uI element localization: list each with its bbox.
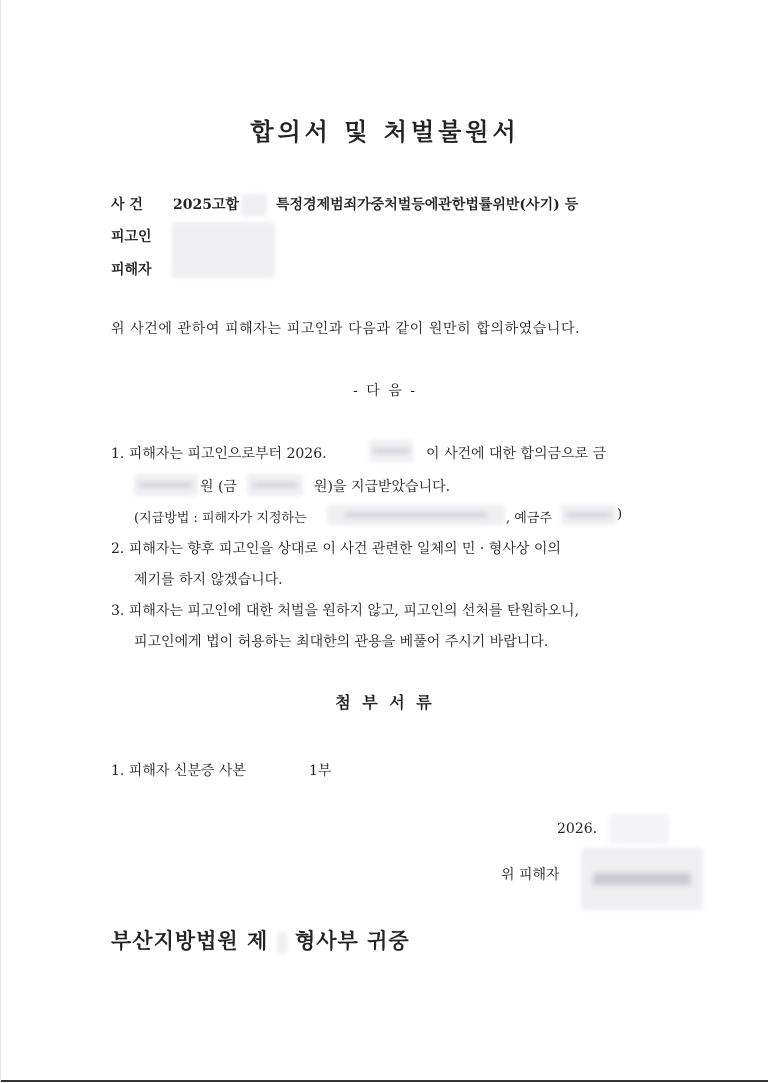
redacted-amount-digits	[134, 474, 198, 496]
item-1-account-holder-label: , 예금주	[506, 511, 552, 526]
item-1-part-c: 원 (금	[200, 479, 237, 495]
page-bottom-border	[1, 1080, 768, 1082]
item-2-line-2: 제기를 하지 않겠습니다.	[134, 572, 283, 588]
item-1-close-paren: )	[617, 507, 623, 522]
redacted-amount-words	[247, 474, 303, 496]
item-3-line-1: 3. 피해자는 피고인에 대한 처벌을 원하지 않고, 피고인의 선처를 탄원하오니,	[111, 603, 580, 619]
redacted-signing-date	[609, 814, 669, 844]
case-name: 특정경제범죄가중처벌등에관한법률위반(사기) 등	[276, 197, 579, 213]
item-1-payment-method: (지급방법 : 피해자가 지정하는	[134, 511, 307, 526]
item-1-part-d: 원)을 지급받았습니다.	[314, 479, 451, 495]
item-1-part-b: 이 사건에 대한 합의금으로 금	[426, 446, 607, 462]
court-division: 형사부 귀중	[294, 928, 410, 953]
court-addressee	[111, 925, 410, 955]
court-name: 부산지방법원 제	[111, 928, 269, 953]
attachment-item: 1. 피해자 신분증 사본	[111, 763, 246, 779]
case-number: 2025고합	[173, 197, 240, 213]
victim-label: 피해자	[111, 262, 152, 278]
item-3-line-2: 피고인에게 법이 허용하는 최대한의 관용을 베풀어 주시기 바랍니다.	[134, 634, 549, 650]
defendant-label: 피고인	[111, 229, 152, 245]
redacted-signature	[581, 848, 703, 910]
signature-label: 위 피해자	[501, 867, 560, 883]
redacted-division-number	[277, 932, 287, 954]
attachments-heading: 첨 부 서 류	[335, 693, 435, 712]
redacted-date	[369, 440, 413, 462]
item-1-part-a: 1. 피해자는 피고인으로부터 2026.	[111, 446, 327, 462]
redacted-account	[327, 505, 505, 525]
intro-paragraph: 위 사건에 관하여 피해자는 피고인과 다음과 같이 원만히 합의하였습니다.	[111, 321, 581, 337]
attachment-count: 1부	[309, 763, 332, 779]
redacted-account-holder	[561, 505, 617, 525]
item-2-line-1: 2. 피해자는 향후 피고인을 상대로 이 사건 관련한 일체의 민 · 형사상 이의	[111, 541, 561, 557]
redacted-case-number	[241, 194, 267, 216]
document-title: 합의서 및 처벌불원서	[250, 117, 520, 146]
next-heading: - 다 음 -	[353, 383, 417, 399]
redacted-party-names	[172, 222, 275, 278]
signing-date: 2026.	[557, 821, 598, 837]
case-label: 사 건	[111, 197, 143, 213]
